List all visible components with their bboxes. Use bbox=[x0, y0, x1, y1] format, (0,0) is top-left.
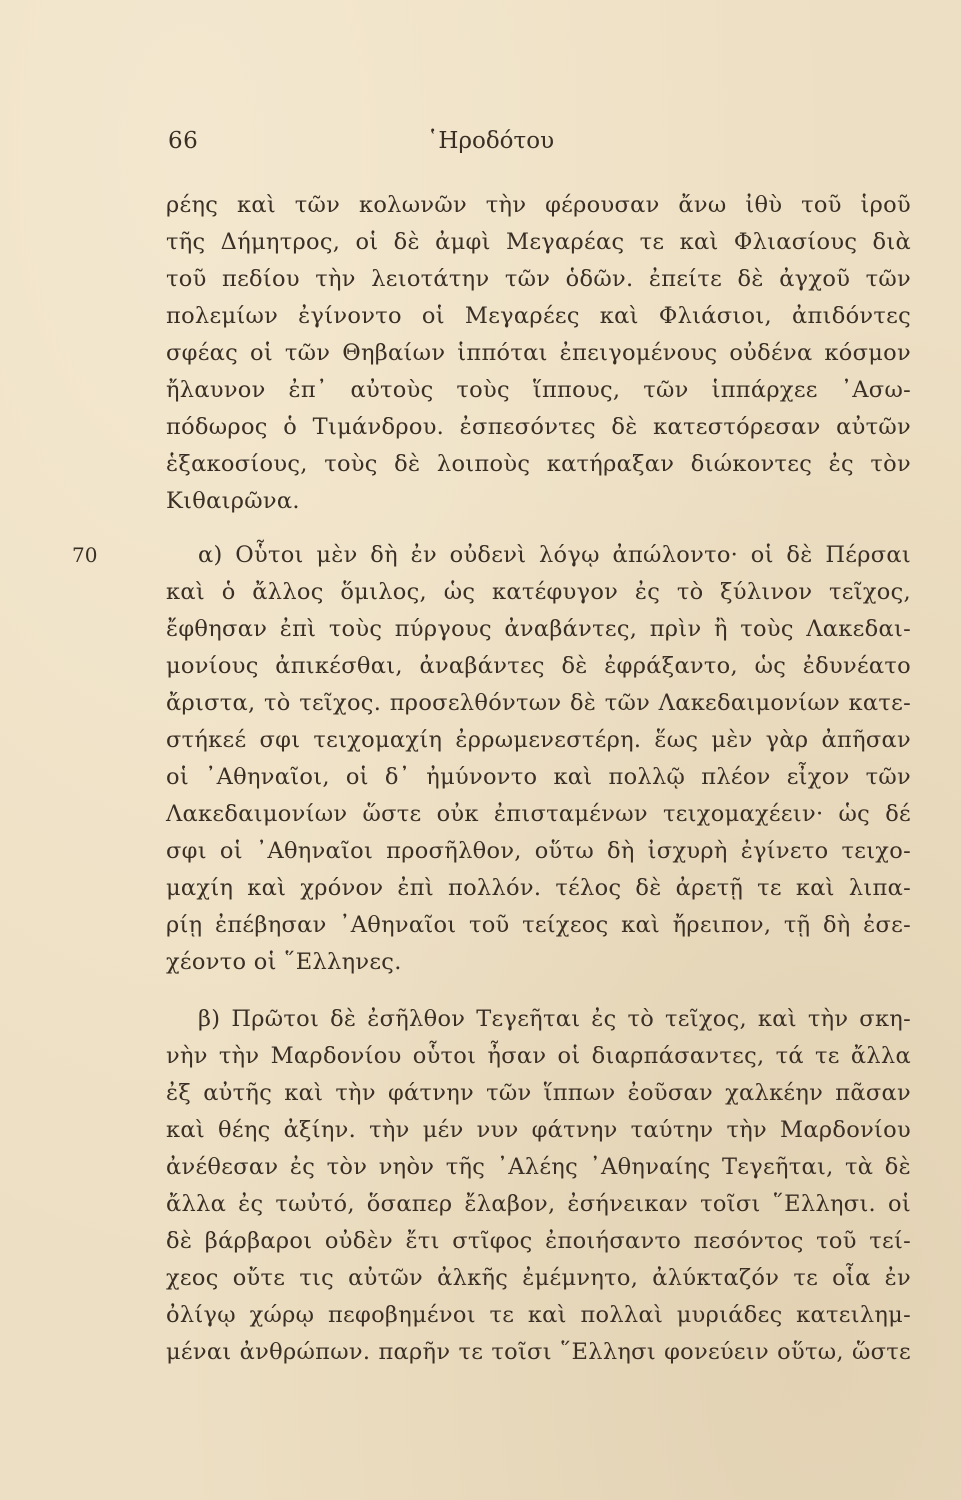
text-line: καὶ ὁ ἄλλος ὅμιλος, ὡς κατέφυγον ἐς τὸ ξύλινον τεῖχος, bbox=[166, 579, 911, 605]
text-line: Κιθαιρῶνα. bbox=[166, 488, 300, 514]
text-line: ρίῃ ἐπέβησαν ᾿Αθηναῖοι τοῦ τείχεος καὶ ἤρειπον, τῇ δὴ ἐσε- bbox=[166, 912, 911, 938]
text-line: ἤλαυνον ἐπ᾽ αὐτοὺς τοὺς ἵππους, τῶν ἱππάρχεε ᾿Ασω- bbox=[166, 377, 911, 403]
text-line: πόδωρος ὁ Τιμάνδρου. ἐσπεσόντες δὲ κατεστόρεσαν αὐτῶν bbox=[166, 414, 911, 440]
text-line: στήκεέ σφι τειχομαχίη ἐρρωμενεστέρη. ἕως μὲν γὰρ ἀπῆσαν bbox=[166, 727, 911, 753]
text-line: οἱ ᾿Αθηναῖοι, οἱ δ᾽ ἠμύνοντο καὶ πολλῷ πλέον εἶχον τῶν bbox=[166, 764, 911, 790]
page-number: 66 bbox=[168, 128, 199, 154]
text-line: νὴν τὴν Μαρδονίου οὗτοι ἦσαν οἱ διαρπάσαντες, τά τε ἄλλα bbox=[166, 1043, 911, 1069]
text-line: ὀλίγῳ χώρῳ πεφοβημένοι τε καὶ πολλαὶ μυριάδες κατειλημ- bbox=[166, 1302, 911, 1328]
text-line: σφέας οἱ τῶν Θηβαίων ἱππόται ἐπειγομένους οὐδένα κόσμον bbox=[166, 340, 911, 366]
text-line: ἐξ αὐτῆς καὶ τὴν φάτνην τῶν ἵππων ἐοῦσαν χαλκέην πᾶσαν bbox=[166, 1080, 911, 1106]
text-line: ἑξακοσίους, τοὺς δὲ λοιποὺς κατήραξαν διώκοντες ἐς τὸν bbox=[166, 451, 911, 477]
text-line: δὲ βάρβαροι οὐδὲν ἔτι στῖφος ἐποιήσαντο πεσόντος τοῦ τεί- bbox=[166, 1228, 911, 1254]
text-line: ρέης καὶ τῶν κολωνῶν τὴν φέρουσαν ἄνω ἰθὺ τοῦ ἱροῦ bbox=[166, 192, 911, 218]
text-line: μέναι ἀνθρώπων. παρῆν τε τοῖσι ῞Ελλησι φονεύειν οὕτω, ὥστε bbox=[166, 1339, 911, 1365]
chapter-number: 70 bbox=[72, 543, 98, 567]
text-line: πολεμίων ἐγίνοντο οἱ Μεγαρέες καὶ Φλιάσιοι, ἀπιδόντες bbox=[166, 303, 911, 329]
text-line: τῆς Δήμητρος, οἱ δὲ ἀμφὶ Μεγαρέας τε καὶ Φλιασίους διὰ bbox=[166, 229, 911, 255]
text-line: ἄλλα ἐς τωὐτό, ὅσαπερ ἔλαβον, ἐσήνεικαν τοῖσι ῞Ελλησι. οἱ bbox=[166, 1191, 911, 1217]
text-line: ἔφθησαν ἐπὶ τοὺς πύργους ἀναβάντες, πρὶν ἢ τοὺς Λακεδαι- bbox=[166, 616, 911, 642]
text-line: τοῦ πεδίου τὴν λειοτάτην τῶν ὁδῶν. ἐπείτε δὲ ἀγχοῦ τῶν bbox=[166, 266, 911, 292]
text-line: χεος οὔτε τις αὐτῶν ἀλκῆς ἐμέμνητο, ἀλύκταζόν τε οἷα ἐν bbox=[166, 1265, 911, 1291]
text-line: ἀνέθεσαν ἐς τὸν νηὸν τῆς ᾿Αλέης ᾿Αθηναίης Τεγεῆται, τὰ δὲ bbox=[166, 1154, 911, 1180]
text-line: χέοντο οἱ ῞Ελληνες. bbox=[166, 949, 402, 975]
running-title: ῾Ηροδότου bbox=[426, 128, 555, 154]
text-line: ἄριστα, τὸ τεῖχος. προσελθόντων δὲ τῶν Λακεδαιμονίων κατε- bbox=[166, 690, 911, 716]
text-line: Λακεδαιμονίων ὥστε οὐκ ἐπισταμένων τειχομαχέειν· ὡς δέ bbox=[166, 801, 911, 827]
text-line: μονίους ἀπικέσθαι, ἀναβάντες δὲ ἐφράξαντο, ὡς ἐδυνέατο bbox=[166, 653, 911, 679]
text-line: α) Οὗτοι μὲν δὴ ἐν οὐδενὶ λόγῳ ἀπώλοντο· οἱ δὲ Πέρσαι bbox=[198, 542, 911, 568]
text-line: καὶ θέης ἀξίην. τὴν μέν νυν φάτνην ταύτην τὴν Μαρδονίου bbox=[166, 1117, 911, 1143]
text-line: β) Πρῶτοι δὲ ἐσῆλθον Τεγεῆται ἐς τὸ τεῖχος, καὶ τὴν σκη- bbox=[198, 1006, 911, 1032]
text-line: μαχίη καὶ χρόνον ἐπὶ πολλόν. τέλος δὲ ἀρετῇ τε καὶ λιπα- bbox=[166, 875, 911, 901]
text-line: σφι οἱ ᾿Αθηναῖοι προσῆλθον, οὕτω δὴ ἰσχυρὴ ἐγίνετο τειχο- bbox=[166, 838, 911, 864]
